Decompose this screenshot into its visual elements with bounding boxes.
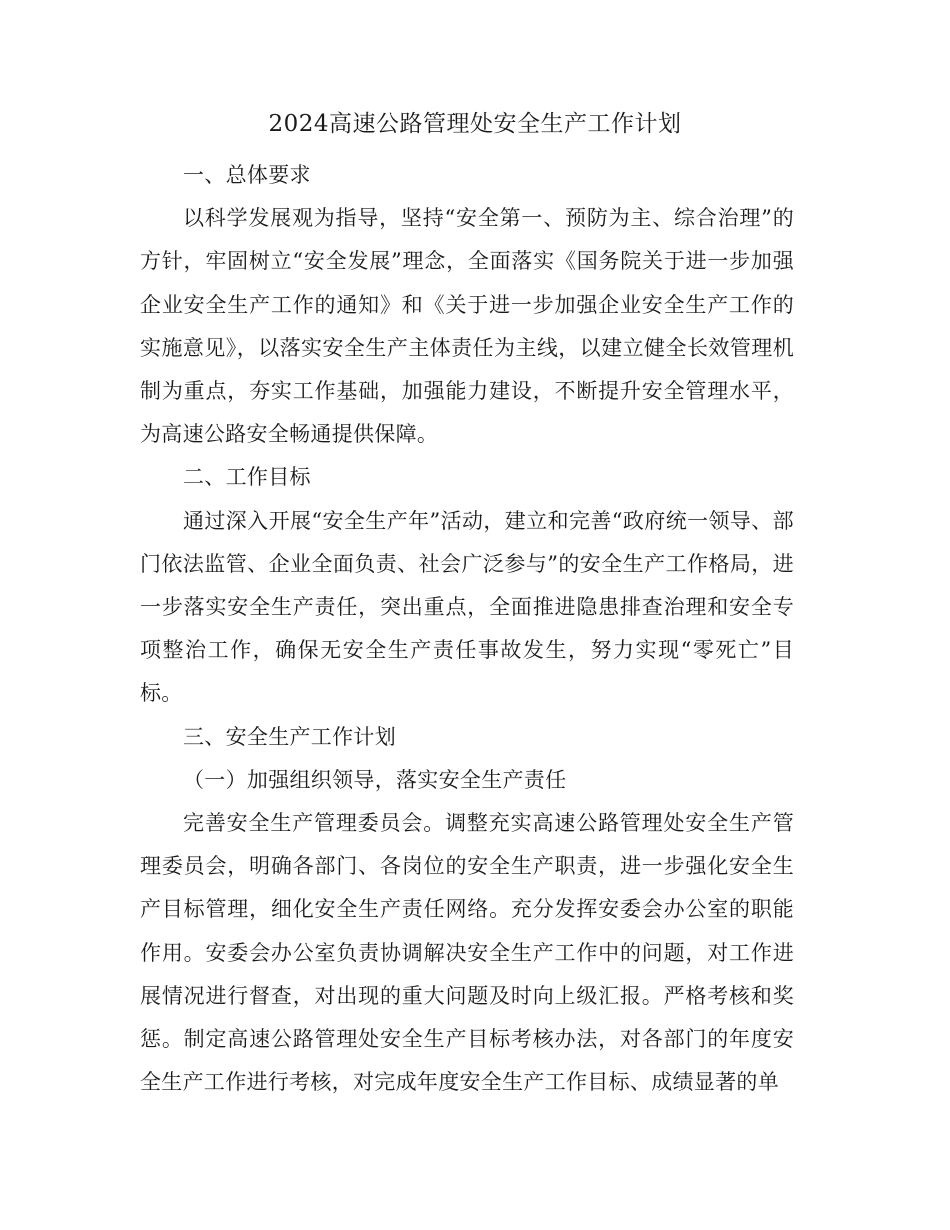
section-heading-work-goals: 二、工作目标 [183, 465, 311, 490]
document-body [140, 154, 794, 1104]
paragraph-overall-requirements: 以科学发展观为指导，坚持“安全第一、预防为主、综合治理”的方针，牢固树立“安全发展”理念，全面落实《国务院关于进一步加强企业安全生产工作的通知》和《关于进一步加强企业安全生产工作的实施意见》，以落实安全生产主体责任为主线，以建立健全长效管理机制为重点，夯实工作基础，加强能力建设，不断提升安全管理水平，为高速公路安全畅通提供保障。 [140, 206, 794, 447]
paragraph-work-goals: 通过深入开展“安全生产年”活动，建立和完善“政府统一领导、部门依法监管、企业全面负责、社会广泛参与”的安全生产工作格局，进一步落实安全生产责任，突出重点，全面推进隐患排查治理和安全专项整治工作，确保无安全生产责任事故发生，努力实现“零死亡”目标。 [140, 508, 794, 706]
section-heading-overall-requirements: 一、总体要求 [183, 163, 311, 187]
document-title: 2024高速公路管理处安全生产工作计划 [268, 111, 682, 137]
paragraph-organization: 完善安全生产管理委员会。调整充实高速公路管理处安全生产管理委员会，明确各部门、各岗位的安全生产职责，进一步强化安全生产目标管理，细化安全生产责任网络。充分发挥安委会办公室的职能作用。安委会办公室负责协调解决安全生产工作中的问题，对工作进展情况进行督查，对出现的重大问题及时向上级汇报。严格考核和奖惩。制定高速公路管理处安全生产目标考核办法，对各部门的年度安全生产工作进行考核，对完成年度安全生产工作目标、成绩显著的单 [140, 811, 794, 1095]
subsection-heading-organization: （一）加强组织领导，落实安全生产责任 [183, 767, 567, 792]
section-heading-work-plan: 三、安全生产工作计划 [183, 724, 396, 749]
